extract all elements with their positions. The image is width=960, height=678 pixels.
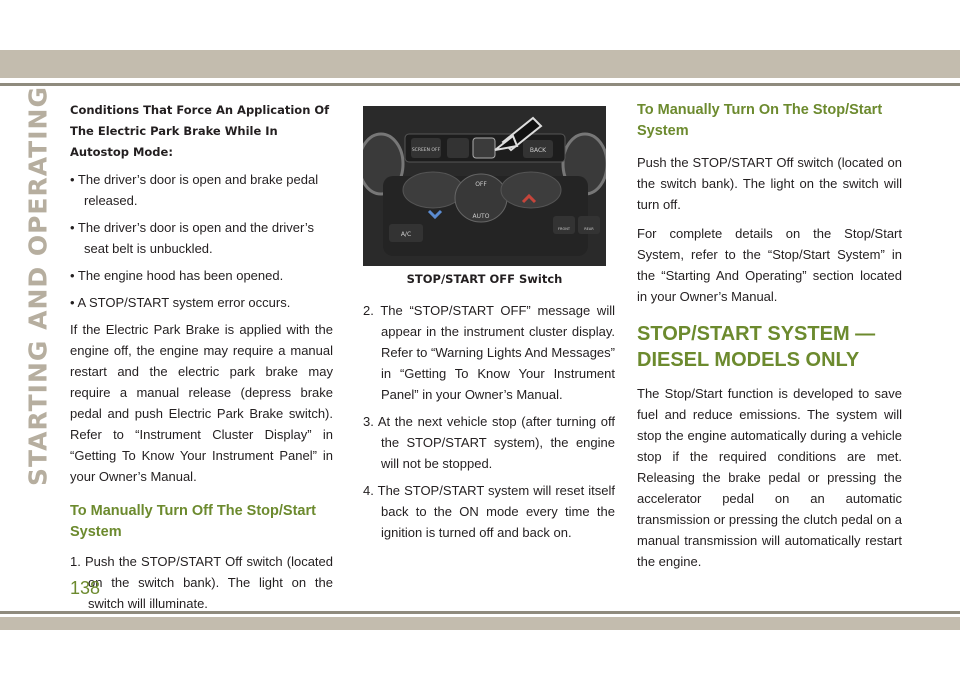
section-tab <box>20 86 56 486</box>
conditions-heading: Conditions That Force An Application Of The Electric Park Brake While In Autostop Mode: <box>70 103 330 159</box>
footer-band <box>0 617 960 630</box>
svg-text:FRONT: FRONT <box>558 227 570 231</box>
header-band <box>0 50 960 78</box>
step-item: 2. The “STOP/START OFF” message will appear in the instrument cluster display. Refer to “Warning Lights And Messages” in “Getting To Know Your Instrument Panel” in your Owner’s Manual. <box>363 303 615 402</box>
electric-park-brake-paragraph: If the Electric Park Brake is applied with the engine off, the engine may require a manual restart and the electric park brake may require a manual release (depress brake pedal and push Electric Park Brake switch). Refer to “Instrument Cluster Display” in “Getting To Know Your Instrument Panel” in your Owner’s Manual. <box>70 322 333 484</box>
step-item: 4. The STOP/START system will reset itself back to the ON mode every time the ignition is turned off and back on. <box>363 483 615 540</box>
bullet-item: • The driver’s door is open and the driver’s seat belt is unbuckled. <box>70 220 314 256</box>
figure-caption: STOP/START OFF Switch <box>406 272 563 286</box>
svg-text:OFF: OFF <box>475 181 487 188</box>
switch-bank-illustration <box>363 106 606 266</box>
header-rule <box>0 83 960 86</box>
diesel-paragraph: The Stop/Start function is developed to save fuel and reduce emissions. The system will stop the engine automatically during a vehicle stop if the required conditions are met. Releasing the brake pedal or pressing the accelerator pedal on an automatic transmission or pressing the clutch pedal on a manual transmission will automatically restart the engine. <box>637 386 902 569</box>
turn-off-heading: To Manually Turn Off The Stop/Start System <box>70 503 316 540</box>
turn-on-heading: To Manually Turn On The Stop/Start System <box>637 102 883 139</box>
diesel-section-heading: STOP/START SYSTEM — DIESEL MODELS ONLY <box>637 323 876 371</box>
svg-text:AUTO: AUTO <box>472 213 490 220</box>
svg-text:A/C: A/C <box>400 231 412 238</box>
section-tab-label: STARTING AND OPERATING <box>23 86 53 486</box>
svg-text:BACK: BACK <box>529 147 547 154</box>
column-right <box>637 100 902 580</box>
column-middle <box>363 300 615 549</box>
bullet-item: • A STOP/START system error occurs. <box>70 295 291 310</box>
column-left <box>70 100 333 620</box>
details-paragraph: For complete details on the Stop/Start System, refer to the “Stop/Start System” in the “Starting And Operating” section located in your Owner’s Manual. <box>637 226 902 304</box>
turn-on-paragraph: Push the STOP/START Off switch (located on the switch bank). The light on the switch will turn off. <box>637 155 902 212</box>
step-item: 1. Push the STOP/START Off switch (located on the switch bank). The light on the switch will illuminate. <box>70 554 333 611</box>
page-number: 138 <box>70 578 101 598</box>
bullet-item: • The engine hood has been opened. <box>70 268 284 283</box>
step-item: 3. At the next vehicle stop (after turning off the STOP/START system), the engine will not be stopped. <box>363 414 615 471</box>
switch-bank-photo <box>363 106 606 266</box>
footer-rule <box>0 611 960 614</box>
svg-text:SCREEN OFF: SCREEN OFF <box>411 148 441 153</box>
svg-text:REAR: REAR <box>584 227 594 231</box>
bullet-item: • The driver’s door is open and brake pedal released. <box>70 172 319 208</box>
